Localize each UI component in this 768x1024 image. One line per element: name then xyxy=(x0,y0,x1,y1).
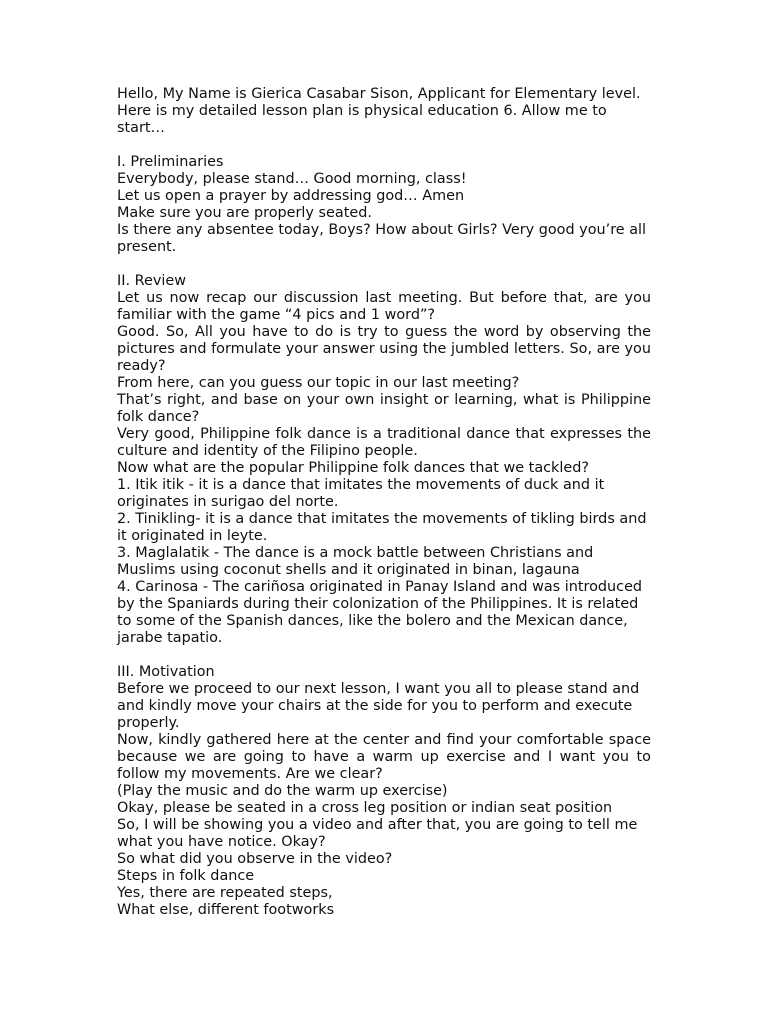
paragraph: Steps in folk dance xyxy=(117,868,255,884)
paragraph: Before we proceed to our next lesson, I want you all to please stand and and kindly move your chairs at the side for you to perform and execute properly. xyxy=(117,681,640,731)
paragraph: Yes, there are repeated steps, xyxy=(117,885,333,901)
list-item: 3. Maglalatik - The dance is a mock battle between Christians and Muslims using coconut shells and it originated in binan, lagauna xyxy=(117,545,594,578)
paragraph: Everybody, please stand… Good morning, class! xyxy=(117,171,467,187)
section-heading-motivation: III. Motivation xyxy=(117,664,215,680)
intro-paragraph: Hello, My Name is Gierica Casabar Sison, Applicant for Elementary level. Here is my detailed lesson plan is physical education 6. Allow me to start… xyxy=(117,86,641,136)
paragraph: So, I will be showing you a video and after that, you are going to tell me what you have notice. Okay? xyxy=(117,817,638,850)
list-item: 1. Itik itik - it is a dance that imitates the movements of duck and it originates in surigao del norte. xyxy=(117,477,605,510)
paragraph: So what did you observe in the video? xyxy=(117,851,393,867)
document-page xyxy=(117,86,651,919)
paragraph: What else, different footworks xyxy=(117,902,335,918)
section-heading-preliminaries: I. Preliminaries xyxy=(117,154,224,170)
paragraph: Is there any absentee today, Boys? How about Girls? Very good you’re all present. xyxy=(117,222,647,255)
paragraph: (Play the music and do the warm up exercise) xyxy=(117,783,448,799)
paragraph: Let us open a prayer by addressing god… Amen xyxy=(117,188,465,204)
paragraph: From here, can you guess our topic in our last meeting? xyxy=(117,375,520,391)
list-item: 2. Tinikling- it is a dance that imitates the movements of tikling birds and it originated in leyte. xyxy=(117,511,647,544)
paragraph: That’s right, and base on your own insight or learning, what is Philippine folk dance? xyxy=(117,392,651,425)
spacer xyxy=(117,647,651,664)
paragraph: Now, kindly gathered here at the center and find your comfortable space because we are going to have a warm up exercise and I want you to follow my movements. Are we clear? xyxy=(117,732,651,782)
paragraph: Very good, Philippine folk dance is a traditional dance that expresses the culture and identity of the Filipino people. xyxy=(117,426,651,459)
paragraph: Let us now recap our discussion last meeting. But before that, are you familiar with the game “4 pics and 1 word”? xyxy=(117,290,651,323)
section-heading-review: II. Review xyxy=(117,273,186,289)
paragraph: Good. So, All you have to do is try to guess the word by observing the pictures and formulate your answer using the jumbled letters. So, are you ready? xyxy=(117,324,651,374)
paragraph: Now what are the popular Philippine folk dances that we tackled? xyxy=(117,460,590,476)
spacer xyxy=(117,256,651,273)
list-item: 4. Carinosa - The cariñosa originated in Panay Island and was introduced by the Spaniards during their colonization of the Philippines. It is related to some of the Spanish dances, like the bolero and the Mexican dance, jarabe tapatio. xyxy=(117,579,643,646)
paragraph: Okay, please be seated in a cross leg position or indian seat position xyxy=(117,800,613,816)
paragraph: Make sure you are properly seated. xyxy=(117,205,372,221)
spacer xyxy=(117,137,651,154)
